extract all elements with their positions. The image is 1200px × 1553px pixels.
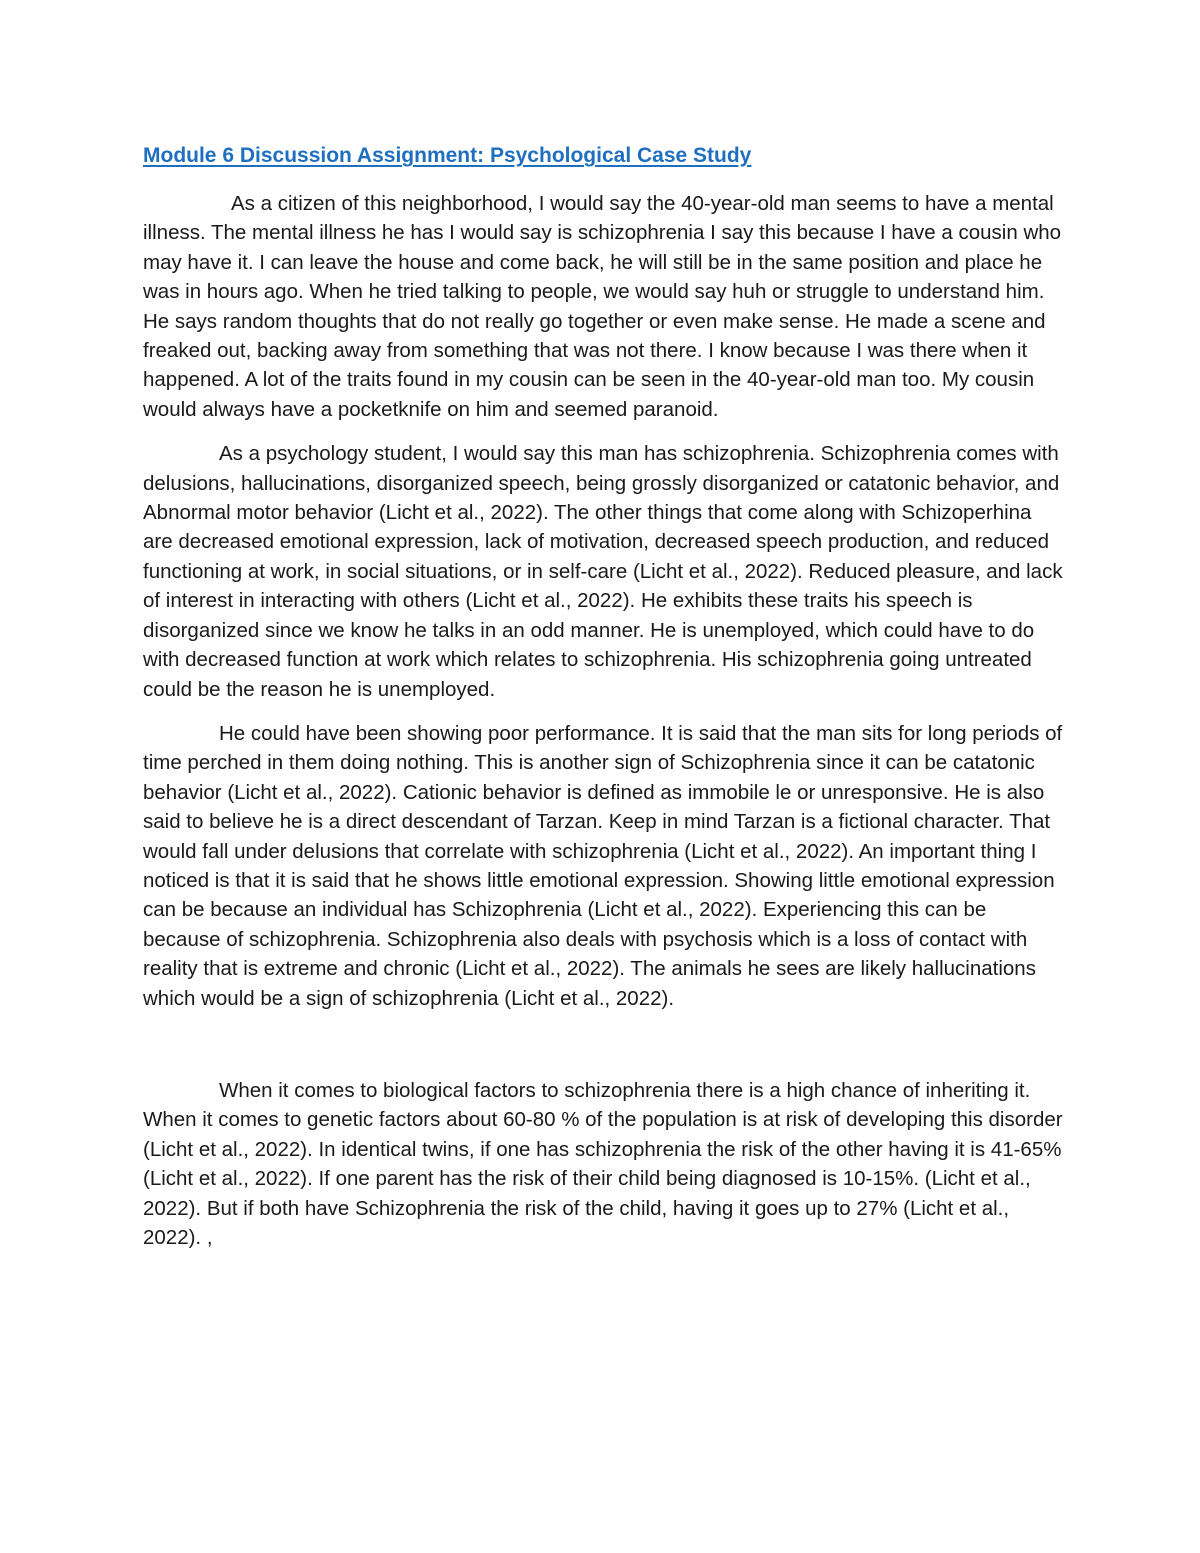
paragraph-3: He could have been showing poor performance. It is said that the man sits for long periods of time perched in them doing nothing. This is another sign of Schizophrenia since it can be catatonic behavior (Licht et al., 2022). Cationic behavior is defined as immobile le or unresponsive. He is also said to believe he is a direct descendant of Tarzan. Keep in mind Tarzan is a fictional character. That would fall under delusions that correlate with schizophrenia (Licht et al., 2022). An important thing I noticed is that it is said that he shows little emotional expression. Showing little emotional expression can be because an individual has Schizophrenia (Licht et al., 2022). Experiencing this can be because of schizophrenia. Schizophrenia also deals with psychosis which is a loss of contact with reality that is extreme and chronic (Licht et al., 2022). The animals he sees are likely hallucinations which would be a sign of schizophrenia (Licht et al., 2022).: [143, 721, 1063, 1010]
document-body: [143, 140, 1063, 1267]
document-title[interactable]: Module 6 Discussion Assignment: Psychological Case Study: [143, 144, 752, 167]
paragraph-1: As a citizen of this neighborhood, I would say the 40-year-old man seems to have a mental illness. The mental illness he has I would say is schizophrenia I say this because I have a cousin who may have it. I can leave the house and come back, he will still be in the same position and place he was in hours ago. When he tried talking to people, we would say huh or struggle to understand him. He says random thoughts that do not really go together or even make sense. He made a scene and freaked out, backing away from something that was not there. I know because I was there when it happened. A lot of the traits found in my cousin can be seen in the 40-year-old man too. My cousin would always have a pocketknife on him and seemed paranoid.: [143, 192, 1062, 421]
paragraph-4: When it comes to biological factors to schizophrenia there is a high chance of inheriting it. When it comes to genetic factors about 60-80 % of the population is at risk of developing this disorder (Licht et al., 2022). In identical twins, if one has schizophrenia the risk of the other having it is 41-65% (Licht et al., 2022). If one parent has the risk of their child being diagnosed is 10-15%. (Licht et al., 2022). But if both have Schizophrenia the risk of the child, having it goes up to 27% (Licht et al., 2022). ,: [143, 1078, 1063, 1249]
paragraph-2: As a psychology student, I would say this man has schizophrenia. Schizophrenia comes with delusions, hallucinations, disorganized speech, being grossly disorganized or catatonic behavior, and Abnormal motor behavior (Licht et al., 2022). The other things that come along with Schizoperhina are decreased emotional expression, lack of motivation, decreased speech production, and reduced functioning at work, in social situations, or in self-care (Licht et al., 2022). Reduced pleasure, and lack of interest in interacting with others (Licht et al., 2022). He exhibits these traits his speech is disorganized since we know he talks in an odd manner. He is unemployed, which could have to do with decreased function at work which relates to schizophrenia. His schizophrenia going untreated could be the reason he is unemployed.: [143, 442, 1063, 701]
blank-line: [143, 1028, 1063, 1076]
